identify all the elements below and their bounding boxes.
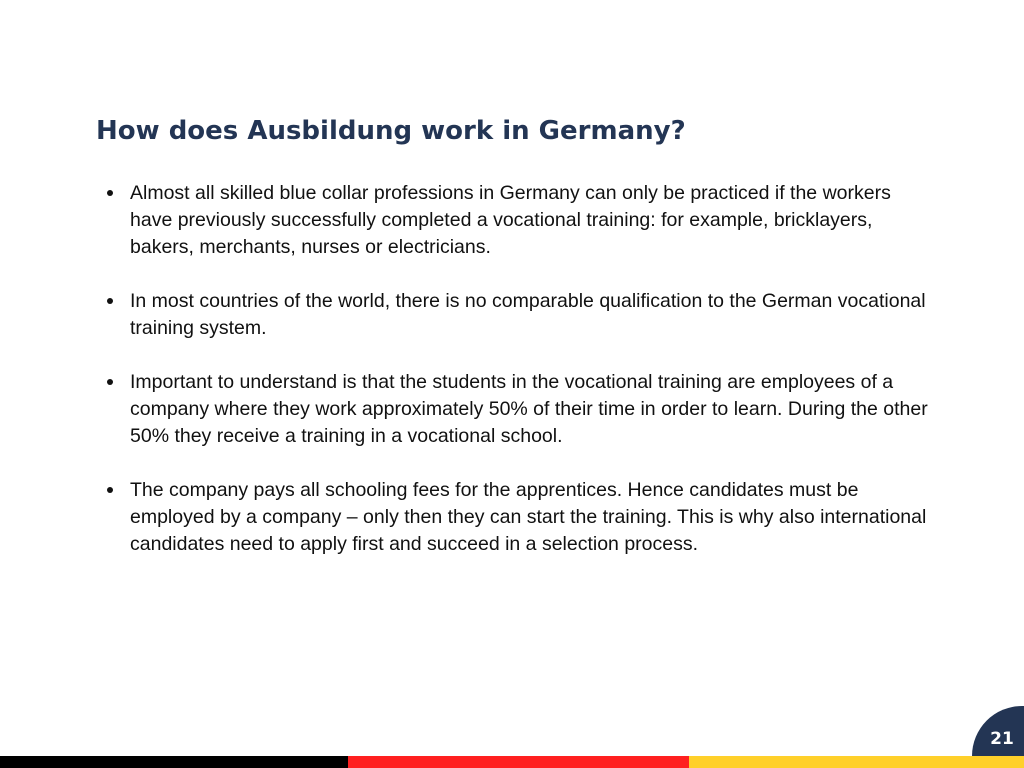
german-flag-bar <box>0 756 1024 768</box>
flag-stripe-red <box>348 756 689 768</box>
bullet-text: Important to understand is that the students in the vocational training are employees of a company where they work approximately 50% of their time in order to learn. During the other 50% they receive a training in a vocational school. <box>130 371 928 447</box>
bullet-item <box>107 477 937 558</box>
bullet-dot-icon <box>107 487 113 493</box>
bullet-dot-icon <box>107 379 113 385</box>
page-number: 21 <box>990 729 1014 749</box>
bullet-item <box>107 288 937 342</box>
bullet-dot-icon <box>107 190 113 196</box>
slide-title: How does Ausbildung work in Germany? <box>96 116 686 146</box>
flag-stripe-gold <box>689 756 1024 768</box>
bullet-text: Almost all skilled blue collar professions in Germany can only be practiced if the workers have previously successfully completed a vocational training: for example, bricklayers, bakers, merchants, nurses or electricians. <box>130 182 891 258</box>
bullet-item <box>107 180 937 261</box>
bullet-dot-icon <box>107 298 113 304</box>
flag-stripe-black <box>0 756 348 768</box>
bullet-item <box>107 369 937 450</box>
bullet-list <box>107 180 937 585</box>
bullet-text: In most countries of the world, there is no comparable qualification to the German vocational training system. <box>130 290 926 339</box>
bullet-text: The company pays all schooling fees for the apprentices. Hence candidates must be employed by a company – only then they can start the training. This is why also international candidates need to apply first and succeed in a selection process. <box>130 479 927 555</box>
